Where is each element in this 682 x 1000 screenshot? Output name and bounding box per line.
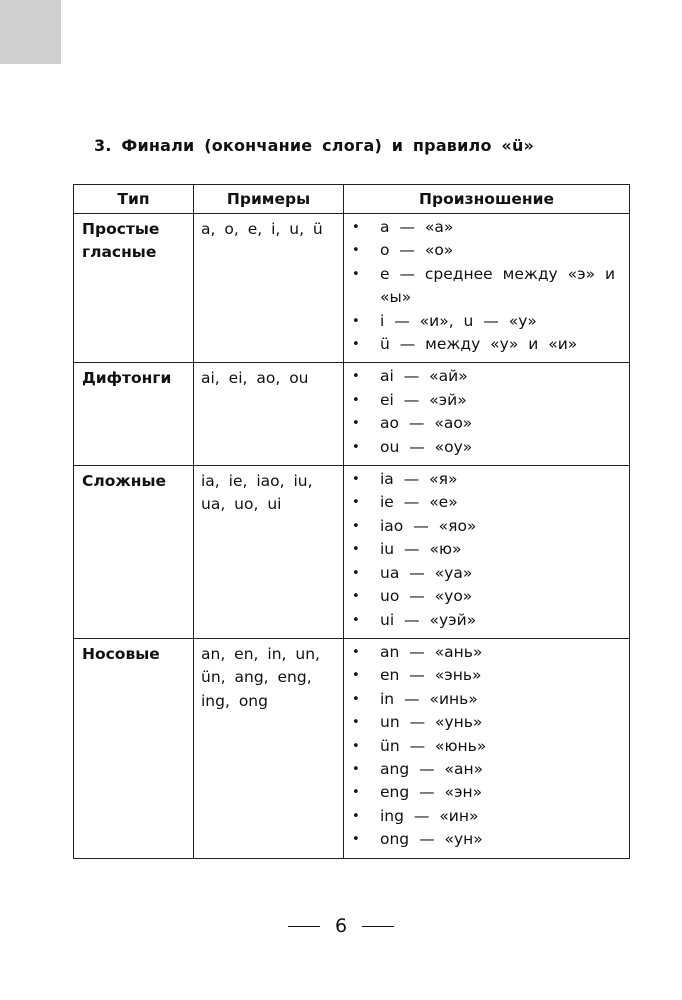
- table-row: [74, 466, 630, 639]
- pronunciation-text: ao — «ао»: [380, 414, 473, 433]
- pronunciation-item: [352, 239, 619, 262]
- pronunciation-item: [352, 263, 619, 310]
- pronunciation-item: [352, 609, 619, 632]
- pronunciation-item: [352, 562, 619, 585]
- pronunciation-item: [352, 781, 619, 804]
- pronunciation-list: [352, 365, 619, 459]
- finals-table: [73, 184, 630, 859]
- pronunciation-text: ai — «ай»: [380, 367, 468, 386]
- bullet-icon: •: [352, 369, 360, 385]
- pronunciation-text: un — «унь»: [380, 713, 483, 732]
- pronunciation-cell: [344, 466, 630, 639]
- bullet-icon: •: [352, 738, 360, 754]
- final-type-cell: Носовые: [74, 638, 194, 858]
- pronunciation-item: [352, 412, 619, 435]
- pronunciation-item: [352, 538, 619, 561]
- final-type-cell: Дифтонги: [74, 363, 194, 466]
- bullet-icon: •: [352, 518, 360, 534]
- pronunciation-text: iu — «ю»: [380, 540, 462, 559]
- pronunciation-text: ie — «е»: [380, 493, 458, 512]
- pronunciation-text: uo — «уо»: [380, 587, 473, 606]
- column-header-examples: Примеры: [194, 185, 344, 214]
- pronunciation-list: [352, 641, 619, 852]
- bullet-icon: •: [352, 612, 360, 628]
- pronunciation-item: [352, 389, 619, 412]
- pronunciation-item: [352, 491, 619, 514]
- bullet-icon: •: [352, 313, 360, 329]
- page-footer: [0, 915, 682, 937]
- pronunciation-item: [352, 758, 619, 781]
- page-number: 6: [334, 915, 348, 937]
- footer-rule-right: [362, 926, 394, 927]
- pronunciation-text: eng — «эн»: [380, 783, 483, 802]
- bullet-icon: •: [352, 542, 360, 558]
- pronunciation-text: ü — между «у» и «и»: [380, 335, 578, 354]
- page-corner-tab: [0, 0, 61, 64]
- bullet-icon: •: [352, 668, 360, 684]
- column-header-type: Тип: [74, 185, 194, 214]
- pronunciation-item: [352, 468, 619, 491]
- column-header-pronunciation: Произношение: [344, 185, 630, 214]
- bullet-icon: •: [352, 691, 360, 707]
- pronunciation-text: ua — «уа»: [380, 563, 473, 582]
- pronunciation-text: ia — «я»: [380, 470, 458, 489]
- pronunciation-text: o — «о»: [380, 241, 454, 260]
- table-header-row: [74, 185, 630, 214]
- pronunciation-text: ui — «уэй»: [380, 610, 477, 629]
- pronunciation-text: in — «инь»: [380, 689, 478, 708]
- bullet-icon: •: [352, 761, 360, 777]
- table-row: [74, 214, 630, 363]
- pronunciation-item: [352, 585, 619, 608]
- examples-cell: ia, ie, iao, iu, ua, uo, ui: [194, 466, 344, 639]
- pronunciation-item: [352, 365, 619, 388]
- pronunciation-item: [352, 310, 619, 333]
- pronunciation-text: ou — «оу»: [380, 437, 473, 456]
- bullet-icon: •: [352, 243, 360, 259]
- bullet-icon: •: [352, 785, 360, 801]
- pronunciation-text: ün — «юнь»: [380, 736, 487, 755]
- pronunciation-cell: [344, 363, 630, 466]
- bullet-icon: •: [352, 416, 360, 432]
- pronunciation-text: ei — «эй»: [380, 390, 467, 409]
- final-type-cell: Сложные: [74, 466, 194, 639]
- pronunciation-text: i — «и», u — «у»: [380, 311, 537, 330]
- pronunciation-text: e — среднее между «э» и «ы»: [380, 264, 616, 307]
- examples-cell: a, o, e, i, u, ü: [194, 214, 344, 363]
- pronunciation-item: [352, 515, 619, 538]
- pronunciation-text: en — «энь»: [380, 666, 482, 685]
- pronunciation-item: [352, 641, 619, 664]
- bullet-icon: •: [352, 266, 360, 282]
- examples-cell: an, en, in, un, ün, ang, eng, ing, ong: [194, 638, 344, 858]
- section-heading: 3. Финали (окончание слога) и правило «ü»: [94, 136, 535, 155]
- finals-table-body: [74, 214, 630, 859]
- pronunciation-item: [352, 664, 619, 687]
- bullet-icon: •: [352, 808, 360, 824]
- pronunciation-item: [352, 711, 619, 734]
- pronunciation-text: a — «а»: [380, 218, 454, 236]
- pronunciation-text: ong — «ун»: [380, 830, 483, 849]
- table-row: [74, 638, 630, 858]
- pronunciation-item: [352, 688, 619, 711]
- examples-cell: ai, ei, ao, ou: [194, 363, 344, 466]
- pronunciation-item: [352, 333, 619, 356]
- footer-rule-left: [288, 926, 320, 927]
- pronunciation-item: [352, 828, 619, 851]
- pronunciation-cell: [344, 214, 630, 363]
- bullet-icon: •: [352, 337, 360, 353]
- bullet-icon: •: [352, 644, 360, 660]
- bullet-icon: •: [352, 495, 360, 511]
- bullet-icon: •: [352, 832, 360, 848]
- bullet-icon: •: [352, 439, 360, 455]
- bullet-icon: •: [352, 392, 360, 408]
- pronunciation-text: iao — «яо»: [380, 516, 477, 535]
- pronunciation-item: [352, 436, 619, 459]
- pronunciation-list: [352, 216, 619, 356]
- bullet-icon: •: [352, 472, 360, 488]
- pronunciation-text: ang — «ан»: [380, 759, 484, 778]
- bullet-icon: •: [352, 589, 360, 605]
- table-row: [74, 363, 630, 466]
- pronunciation-text: an — «ань»: [380, 642, 483, 661]
- final-type-cell: Простые гласные: [74, 214, 194, 363]
- pronunciation-item: [352, 216, 619, 239]
- pronunciation-list: [352, 468, 619, 632]
- pronunciation-item: [352, 735, 619, 758]
- pronunciation-item: [352, 805, 619, 828]
- bullet-icon: •: [352, 220, 360, 235]
- bullet-icon: •: [352, 715, 360, 731]
- bullet-icon: •: [352, 565, 360, 581]
- pronunciation-text: ing — «ин»: [380, 806, 479, 825]
- pronunciation-cell: [344, 638, 630, 858]
